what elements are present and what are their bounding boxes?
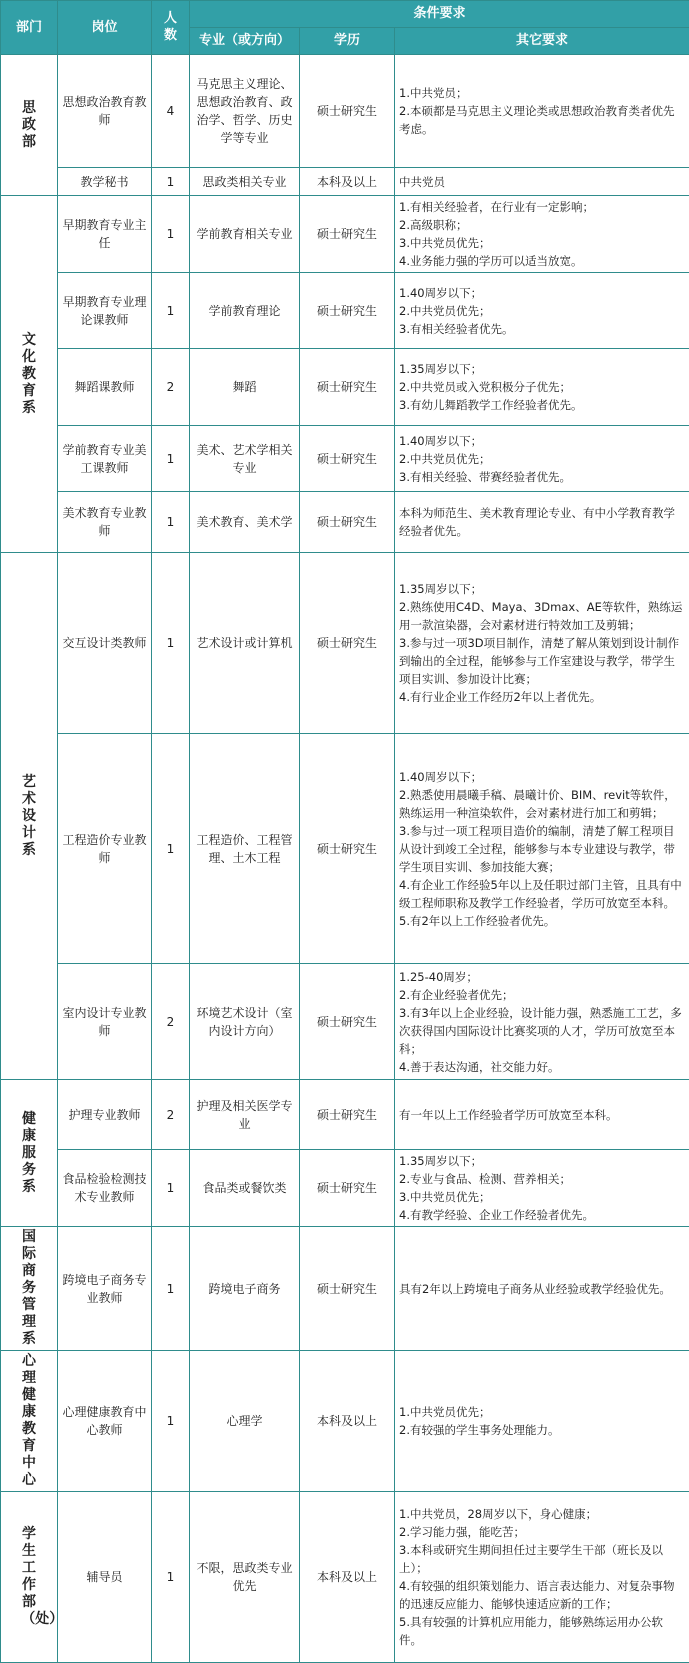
header-count: 人数	[152, 1, 190, 55]
post-cell: 跨境电子商务专业教师	[58, 1227, 152, 1351]
requirement-item: 3.有相关经验者优先。	[399, 320, 685, 338]
requirement-item: 2.专业与食品、检测、营养相关；	[399, 1170, 685, 1188]
requirement-item: 3.本科或研究生期间担任过主要学生干部（班长及以上）；	[399, 1541, 685, 1577]
edu-cell: 硕士研究生	[300, 1080, 395, 1150]
requirement-item: 3.有相关经验、带赛经验者优先。	[399, 468, 685, 486]
requirements-cell	[395, 1227, 689, 1351]
major-cell: 食品类或餐饮类	[190, 1150, 300, 1227]
major-cell: 跨境电子商务	[190, 1227, 300, 1351]
post-cell: 早期教育专业主任	[58, 196, 152, 273]
table-row	[1, 1492, 689, 1663]
edu-cell: 硕士研究生	[300, 55, 395, 168]
requirements-cell	[395, 734, 689, 964]
requirement-item: 4.有教学经验、企业工作经验者优先。	[399, 1206, 685, 1224]
major-cell: 舞蹈	[190, 349, 300, 426]
requirement-item: 2.熟悉使用晨曦手稿、晨曦计价、BIM、revit等软件，熟练运用一种渲染软件，会对素材进行加工和剪辑；	[399, 786, 685, 822]
count-cell: 1	[152, 1227, 190, 1351]
post-cell: 辅导员	[58, 1492, 152, 1663]
requirements-cell	[395, 553, 689, 734]
count-cell: 1	[152, 1492, 190, 1663]
requirement-item: 3.中共党员优先；	[399, 1188, 685, 1206]
requirements-cell	[395, 1150, 689, 1227]
count-cell: 1	[152, 1351, 190, 1492]
header-conditions: 条件要求	[190, 1, 689, 28]
count-cell: 1	[152, 1150, 190, 1227]
major-cell: 工程造价、工程管理、土木工程	[190, 734, 300, 964]
requirements-cell	[395, 349, 689, 426]
edu-cell: 硕士研究生	[300, 273, 395, 349]
requirements-cell	[395, 1080, 689, 1150]
dept-cell: 学生工作部（处）	[1, 1492, 58, 1663]
table-row	[1, 273, 689, 349]
count-cell: 1	[152, 196, 190, 273]
header-major: 专业（或方向）	[190, 28, 300, 55]
requirements-cell	[395, 55, 689, 168]
requirement-item: 1.40周岁以下；	[399, 284, 685, 302]
edu-cell: 硕士研究生	[300, 349, 395, 426]
post-cell: 美术教育专业教师	[58, 492, 152, 553]
header-other: 其它要求	[395, 28, 689, 55]
edu-cell: 硕士研究生	[300, 196, 395, 273]
table-header	[1, 1, 689, 55]
edu-cell: 硕士研究生	[300, 964, 395, 1080]
table-row	[1, 426, 689, 492]
requirement-item: 2.中共党员优先；	[399, 302, 685, 320]
requirement-item: 1.35周岁以下；	[399, 580, 685, 598]
requirement-item: 1.35周岁以下；	[399, 1152, 685, 1170]
edu-cell: 本科及以上	[300, 1351, 395, 1492]
major-cell: 心理学	[190, 1351, 300, 1492]
major-cell: 学前教育理论	[190, 273, 300, 349]
requirement-item: 4.有企业工作经验5年以上及任职过部门主管，且具有中级工程师职称及教学工作经验者，学历可放宽至本科。	[399, 876, 685, 912]
major-cell: 思政类相关专业	[190, 168, 300, 196]
dept-cell: 国际商务管理系	[1, 1227, 58, 1351]
post-cell: 思想政治教育教师	[58, 55, 152, 168]
requirement-item: 4.业务能力强的学历可以适当放宽。	[399, 252, 685, 270]
count-cell: 1	[152, 553, 190, 734]
post-cell: 护理专业教师	[58, 1080, 152, 1150]
edu-cell: 硕士研究生	[300, 734, 395, 964]
dept-cell: 文化教育系	[1, 196, 58, 553]
post-cell: 室内设计专业教师	[58, 964, 152, 1080]
count-cell: 1	[152, 734, 190, 964]
table-row	[1, 553, 689, 734]
count-cell: 2	[152, 964, 190, 1080]
requirement-item: 2.本硕都是马克思主义理论类或思想政治教育类者优先考虑。	[399, 102, 685, 138]
requirement-item: 1.35周岁以下；	[399, 360, 685, 378]
count-cell: 1	[152, 426, 190, 492]
table-row	[1, 492, 689, 553]
requirement-item: 4.有行业企业工作经历2年以上者优先。	[399, 688, 685, 706]
table-row	[1, 196, 689, 273]
header-edu: 学历	[300, 28, 395, 55]
count-cell: 1	[152, 492, 190, 553]
count-cell: 1	[152, 273, 190, 349]
requirement-item: 1.40周岁以下；	[399, 432, 685, 450]
major-cell: 护理及相关医学专业	[190, 1080, 300, 1150]
edu-cell: 硕士研究生	[300, 553, 395, 734]
requirement-item: 3.中共党员优先；	[399, 234, 685, 252]
requirements-cell	[395, 426, 689, 492]
edu-cell: 硕士研究生	[300, 1150, 395, 1227]
post-cell: 心理健康教育中心教师	[58, 1351, 152, 1492]
requirement-item: 3.参与过一项3D项目制作，清楚了解从策划到设计制作到输出的全过程，能够参与工作室建设与教学，带学生项目实训、参加设计比赛；	[399, 634, 685, 688]
table-row	[1, 1351, 689, 1492]
requirement-item: 2.有企业经验者优先；	[399, 986, 685, 1004]
major-cell: 学前教育相关专业	[190, 196, 300, 273]
dept-cell: 心理健康教育中心	[1, 1351, 58, 1492]
requirement-item: 5.有2年以上工作经验者优先。	[399, 912, 685, 930]
major-cell: 艺术设计或计算机	[190, 553, 300, 734]
dept-cell: 思政部	[1, 55, 58, 196]
requirement-item: 1.中共党员，28周岁以下，身心健康；	[399, 1505, 685, 1523]
post-cell: 早期教育专业理论课教师	[58, 273, 152, 349]
requirement-item: 2.熟练使用C4D、Maya、3Dmax、AE等软件，熟练运用一款渲染器，会对素材进行特效加工及剪辑；	[399, 598, 685, 634]
requirement-item: 本科为师范生、美术教育理论专业、有中小学教育教学经验者优先。	[399, 504, 685, 540]
post-cell: 教学秘书	[58, 168, 152, 196]
edu-cell: 本科及以上	[300, 168, 395, 196]
post-cell: 学前教育专业美工课教师	[58, 426, 152, 492]
edu-cell: 本科及以上	[300, 1492, 395, 1663]
post-cell: 交互设计类教师	[58, 553, 152, 734]
requirements-cell	[395, 492, 689, 553]
table-body	[1, 55, 689, 1663]
requirement-item: 5.具有较强的计算机应用能力，能够熟练运用办公软件。	[399, 1613, 685, 1649]
count-cell: 2	[152, 1080, 190, 1150]
major-cell: 不限，思政类专业优先	[190, 1492, 300, 1663]
header-dept: 部门	[1, 1, 58, 55]
edu-cell: 硕士研究生	[300, 1227, 395, 1351]
requirements-cell	[395, 1492, 689, 1663]
major-cell: 美术教育、美术学	[190, 492, 300, 553]
table-row	[1, 1080, 689, 1150]
requirement-item: 4.有较强的组织策划能力、语言表达能力、对复杂事物的迅速反应能力、能够快速适应新的工作；	[399, 1577, 685, 1613]
requirement-item: 1.中共党员优先；	[399, 1403, 685, 1421]
table-row	[1, 1227, 689, 1351]
count-cell: 1	[152, 168, 190, 196]
requirement-item: 具有2年以上跨境电子商务从业经验或教学经验优先。	[399, 1280, 685, 1298]
post-cell: 工程造价专业教师	[58, 734, 152, 964]
requirement-item: 4.善于表达沟通，社交能力好。	[399, 1058, 685, 1076]
major-cell: 马克思主义理论、思想政治教育、政治学、哲学、历史学等专业	[190, 55, 300, 168]
table-row	[1, 964, 689, 1080]
count-cell: 2	[152, 349, 190, 426]
table-row	[1, 1150, 689, 1227]
edu-cell: 硕士研究生	[300, 426, 395, 492]
requirement-item: 有一年以上工作经验者学历可放宽至本科。	[399, 1106, 685, 1124]
table-row	[1, 168, 689, 196]
requirement-item: 1.40周岁以下；	[399, 768, 685, 786]
table-row	[1, 55, 689, 168]
post-cell: 舞蹈课教师	[58, 349, 152, 426]
requirement-item: 3.有3年以上企业经验，设计能力强，熟悉施工工艺，多次获得国内国际设计比赛奖项的人才，学历可放宽至本科；	[399, 1004, 685, 1058]
post-cell: 食品检验检测技术专业教师	[58, 1150, 152, 1227]
requirements-cell	[395, 196, 689, 273]
requirement-item: 3.有幼儿舞蹈教学工作经验者优先。	[399, 396, 685, 414]
requirement-item: 1.25-40周岁；	[399, 968, 685, 986]
dept-cell: 健康服务系	[1, 1080, 58, 1227]
dept-cell: 艺术设计系	[1, 553, 58, 1080]
edu-cell: 硕士研究生	[300, 492, 395, 553]
requirement-item: 1.中共党员；	[399, 84, 685, 102]
major-cell: 环境艺术设计（室内设计方向）	[190, 964, 300, 1080]
requirements-cell	[395, 1351, 689, 1492]
requirement-item: 2.中共党员或入党积极分子优先；	[399, 378, 685, 396]
requirements-cell	[395, 964, 689, 1080]
requirement-item: 2.学习能力强，能吃苦；	[399, 1523, 685, 1541]
table-row	[1, 734, 689, 964]
table-row	[1, 349, 689, 426]
count-cell: 4	[152, 55, 190, 168]
requirements-cell	[395, 273, 689, 349]
requirement-item: 中共党员	[399, 173, 685, 191]
requirement-item: 1.有相关经验者，在行业有一定影响；	[399, 198, 685, 216]
requirement-item: 3.参与过一项工程项目造价的编制，清楚了解工程项目从设计到竣工全过程，能够参与本专业建设与教学，带学生项目实训、参加技能大赛；	[399, 822, 685, 876]
header-post: 岗位	[58, 1, 152, 55]
requirement-item: 2.中共党员优先；	[399, 450, 685, 468]
major-cell: 美术、艺术学相关专业	[190, 426, 300, 492]
requirement-item: 2.有较强的学生事务处理能力。	[399, 1421, 685, 1439]
requirements-cell	[395, 168, 689, 196]
requirement-item: 2.高级职称；	[399, 216, 685, 234]
